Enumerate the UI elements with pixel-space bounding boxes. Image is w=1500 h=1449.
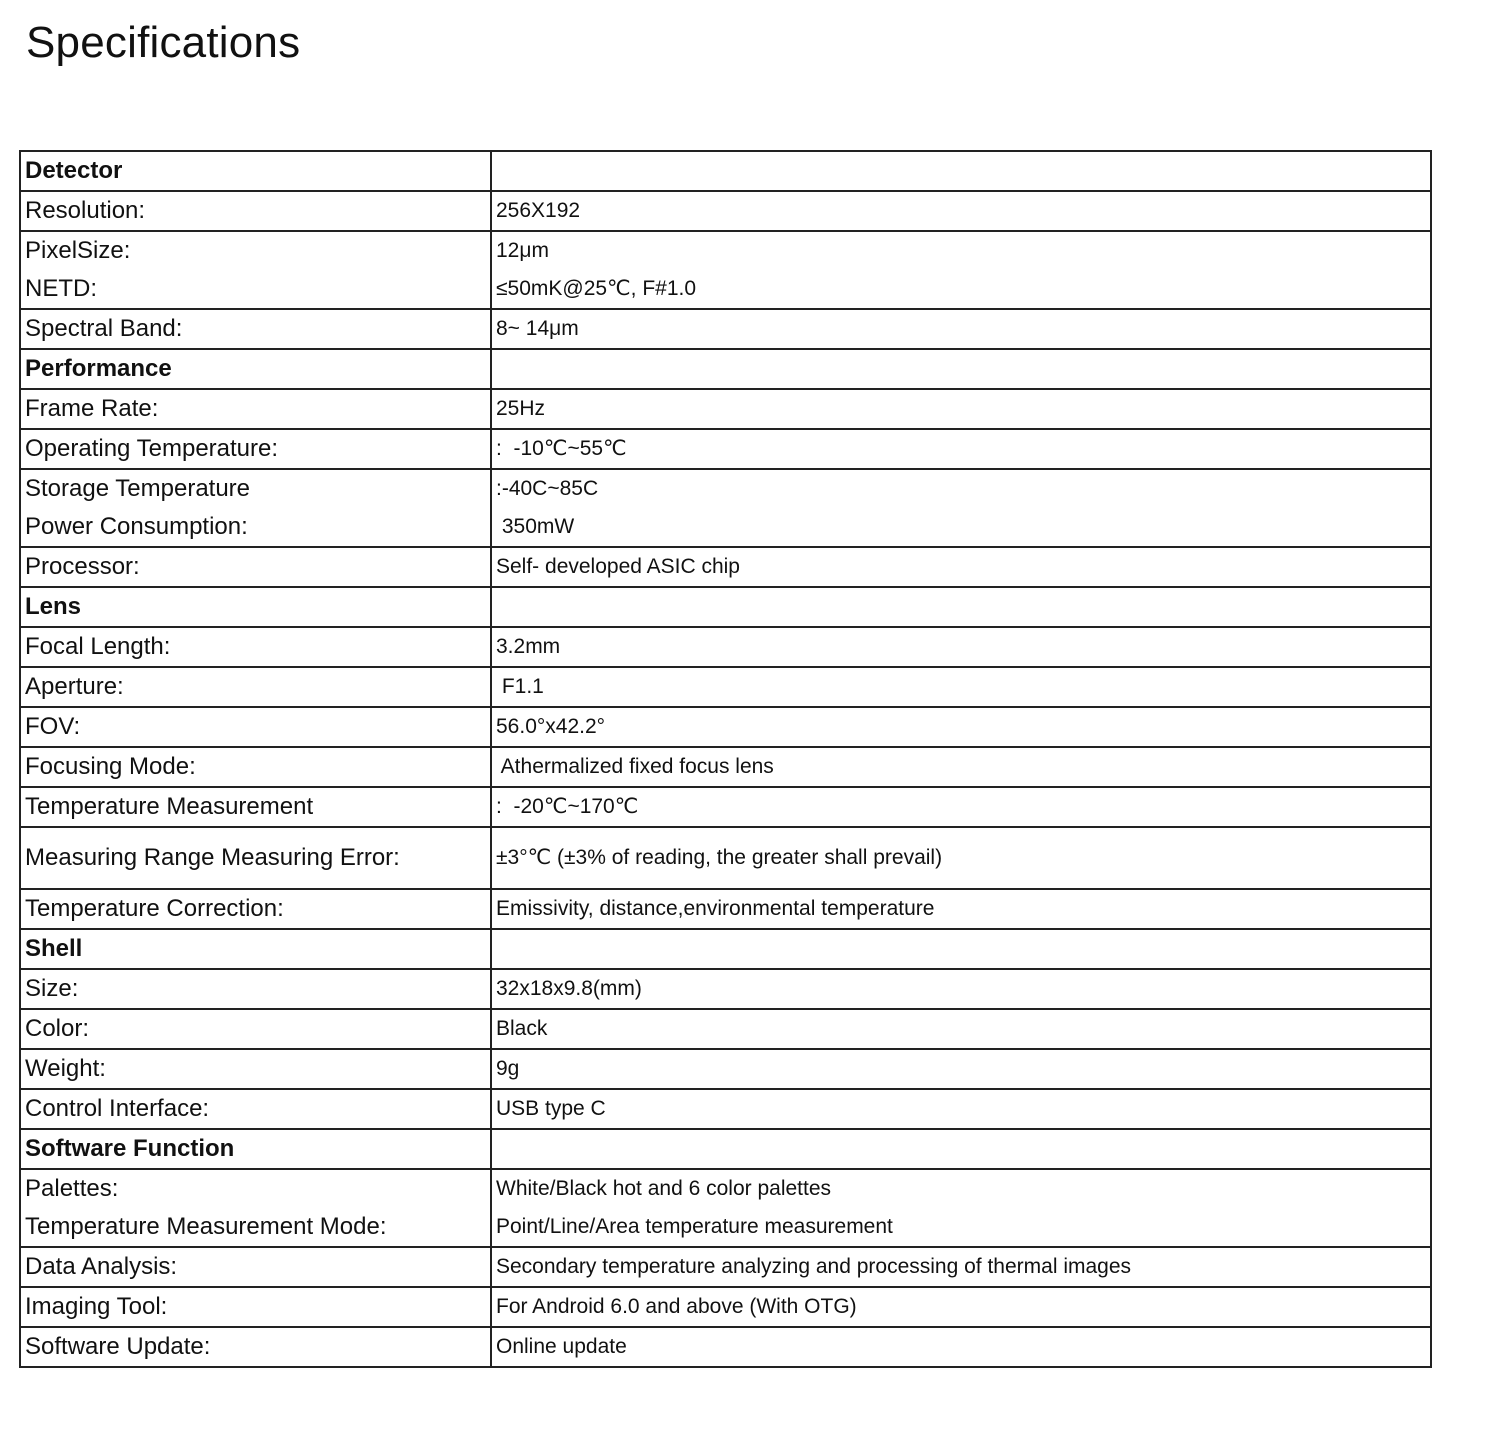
spec-label: Spectral Band: xyxy=(25,315,183,342)
spec-label: Temperature Correction: xyxy=(25,895,284,922)
spec-value-cell xyxy=(491,627,1431,667)
spec-value: White/Black hot and 6 color palettes xyxy=(496,1177,832,1200)
spec-label-cell xyxy=(20,1089,491,1129)
spec-label: Focusing Mode: xyxy=(25,753,196,780)
spec-value-cell xyxy=(491,707,1431,747)
spec-label-cell xyxy=(20,309,491,349)
spec-label: Frame Rate: xyxy=(25,395,159,422)
spec-value: 56.0°x42.2° xyxy=(496,715,606,738)
spec-label: Power Consumption: xyxy=(25,513,248,540)
spec-value-cell xyxy=(491,787,1431,827)
spec-row xyxy=(20,389,1431,429)
spec-label: FOV: xyxy=(25,713,81,740)
section-header-row xyxy=(20,349,1431,389)
spec-label: Size: xyxy=(25,975,79,1002)
section-title: Detector xyxy=(20,151,491,191)
spec-label: Focal Length: xyxy=(25,633,171,660)
spec-value: : -10℃~55℃ xyxy=(496,437,627,460)
spec-value-cell xyxy=(491,309,1431,349)
spec-value-cell xyxy=(491,747,1431,787)
spec-row xyxy=(20,1287,1431,1327)
spec-label-cell xyxy=(20,747,491,787)
spec-value: 32x18x9.8(mm) xyxy=(496,977,642,1000)
spec-label-cell xyxy=(20,1247,491,1287)
spec-value: 256X192 xyxy=(496,199,581,222)
section-empty-cell xyxy=(491,587,1431,627)
spec-label-cell xyxy=(20,1327,491,1367)
spec-label: Processor: xyxy=(25,553,140,580)
spec-row xyxy=(20,747,1431,787)
section-title: Lens xyxy=(20,587,491,627)
spec-row xyxy=(20,309,1431,349)
spec-table-body xyxy=(20,151,1431,1367)
spec-label-cell xyxy=(20,1169,491,1247)
spec-value: Self- developed ASIC chip xyxy=(496,555,740,578)
spec-row xyxy=(20,889,1431,929)
spec-label: Operating Temperature: xyxy=(25,435,279,462)
spec-label-cell xyxy=(20,1049,491,1089)
spec-label: Aperture: xyxy=(25,673,124,700)
spec-value-cell xyxy=(491,969,1431,1009)
spec-value: 25Hz xyxy=(496,397,546,420)
spec-label-cell xyxy=(20,667,491,707)
spec-label: Temperature Measurement Mode: xyxy=(25,1213,387,1240)
spec-row xyxy=(20,1247,1431,1287)
spec-label: Data Analysis: xyxy=(25,1253,178,1280)
spec-label: Weight: xyxy=(25,1055,106,1082)
spec-label: Software Update: xyxy=(25,1333,211,1360)
spec-row xyxy=(20,191,1431,231)
section-header-row xyxy=(20,1129,1431,1169)
spec-value-cell xyxy=(491,1009,1431,1049)
spec-label-cell xyxy=(20,231,491,309)
spec-value-cell xyxy=(491,1287,1431,1327)
spec-value: 350mW xyxy=(496,515,575,538)
section-title: Shell xyxy=(20,929,491,969)
spec-row xyxy=(20,547,1431,587)
spec-value: USB type C xyxy=(496,1097,606,1120)
spec-label-cell xyxy=(20,389,491,429)
spec-label-cell xyxy=(20,627,491,667)
spec-value-cell xyxy=(491,1247,1431,1287)
spec-value-cell xyxy=(491,1327,1431,1367)
spec-value-cell xyxy=(491,389,1431,429)
spec-label-cell xyxy=(20,191,491,231)
spec-label: Temperature Measurement xyxy=(25,793,314,820)
spec-row xyxy=(20,1327,1431,1367)
spec-value: Black xyxy=(496,1017,548,1040)
section-header-row xyxy=(20,587,1431,627)
section-empty-cell xyxy=(491,1129,1431,1169)
spec-value-cell xyxy=(491,429,1431,469)
section-title: Performance xyxy=(20,349,491,389)
spec-value: 3.2mm xyxy=(496,635,561,658)
spec-row xyxy=(20,1009,1431,1049)
spec-row xyxy=(20,787,1431,827)
spec-label: Color: xyxy=(25,1015,90,1042)
section-empty-cell xyxy=(491,929,1431,969)
spec-label: Resolution: xyxy=(25,197,146,224)
spec-label-cell xyxy=(20,547,491,587)
spec-label-cell xyxy=(20,969,491,1009)
spec-value: F1.1 xyxy=(496,675,544,698)
spec-label-cell xyxy=(20,469,491,547)
spec-row xyxy=(20,707,1431,747)
spec-value: ≤50mK@25℃, F#1.0 xyxy=(496,277,697,300)
section-header-row xyxy=(20,929,1431,969)
spec-label: Control Interface: xyxy=(25,1095,210,1122)
spec-label-cell xyxy=(20,707,491,747)
spec-value-cell xyxy=(491,827,1431,889)
spec-row xyxy=(20,469,1431,547)
spec-value: Point/Line/Area temperature measurement xyxy=(496,1215,893,1238)
spec-value: Athermalized fixed focus lens xyxy=(496,755,774,778)
spec-row xyxy=(20,627,1431,667)
spec-value: : -20℃~170℃ xyxy=(496,795,639,818)
spec-value: :-40C~85C xyxy=(496,477,599,500)
spec-row xyxy=(20,1049,1431,1089)
spec-value-cell xyxy=(491,547,1431,587)
spec-row xyxy=(20,231,1431,309)
spec-row xyxy=(20,1169,1431,1247)
spec-label: PixelSize: xyxy=(25,237,131,264)
spec-table xyxy=(19,150,1432,1368)
spec-row xyxy=(20,1089,1431,1129)
spec-value: Secondary temperature analyzing and processing of thermal images xyxy=(496,1255,1132,1278)
spec-value-cell xyxy=(491,1089,1431,1129)
spec-value: Emissivity, distance,environmental temperature xyxy=(496,897,935,920)
spec-label: Storage Temperature xyxy=(25,475,251,502)
spec-value-cell xyxy=(491,231,1431,309)
spec-label: Imaging Tool: xyxy=(25,1293,168,1320)
spec-row xyxy=(20,969,1431,1009)
spec-value-cell xyxy=(491,191,1431,231)
spec-row xyxy=(20,667,1431,707)
spec-label: Measuring Range Measuring Error: xyxy=(25,844,400,871)
spec-label-cell xyxy=(20,827,491,889)
section-header-row xyxy=(20,151,1431,191)
section-empty-cell xyxy=(491,349,1431,389)
spec-label-cell xyxy=(20,1287,491,1327)
page-title: Specifications xyxy=(26,18,301,67)
spec-value-cell xyxy=(491,1049,1431,1089)
section-title: Software Function xyxy=(20,1129,491,1169)
spec-value-cell xyxy=(491,889,1431,929)
section-empty-cell xyxy=(491,151,1431,191)
spec-value: ±3°℃ (±3% of reading, the greater shall prevail) xyxy=(496,846,943,869)
spec-value: 12μm xyxy=(496,239,549,262)
spec-label-cell xyxy=(20,1009,491,1049)
spec-value-cell xyxy=(491,469,1431,547)
spec-label-cell xyxy=(20,429,491,469)
spec-label-cell xyxy=(20,787,491,827)
spec-value: 8~ 14μm xyxy=(496,317,579,340)
spec-value-cell xyxy=(491,1169,1431,1247)
spec-value-cell xyxy=(491,667,1431,707)
spec-label: NETD: xyxy=(25,275,97,302)
spec-label: Palettes: xyxy=(25,1175,119,1202)
spec-value: Online update xyxy=(496,1335,627,1358)
spec-value: For Android 6.0 and above (With OTG) xyxy=(496,1295,857,1318)
spec-row xyxy=(20,429,1431,469)
spec-label-cell xyxy=(20,889,491,929)
spec-value: 9g xyxy=(496,1057,520,1080)
spec-row xyxy=(20,827,1431,889)
